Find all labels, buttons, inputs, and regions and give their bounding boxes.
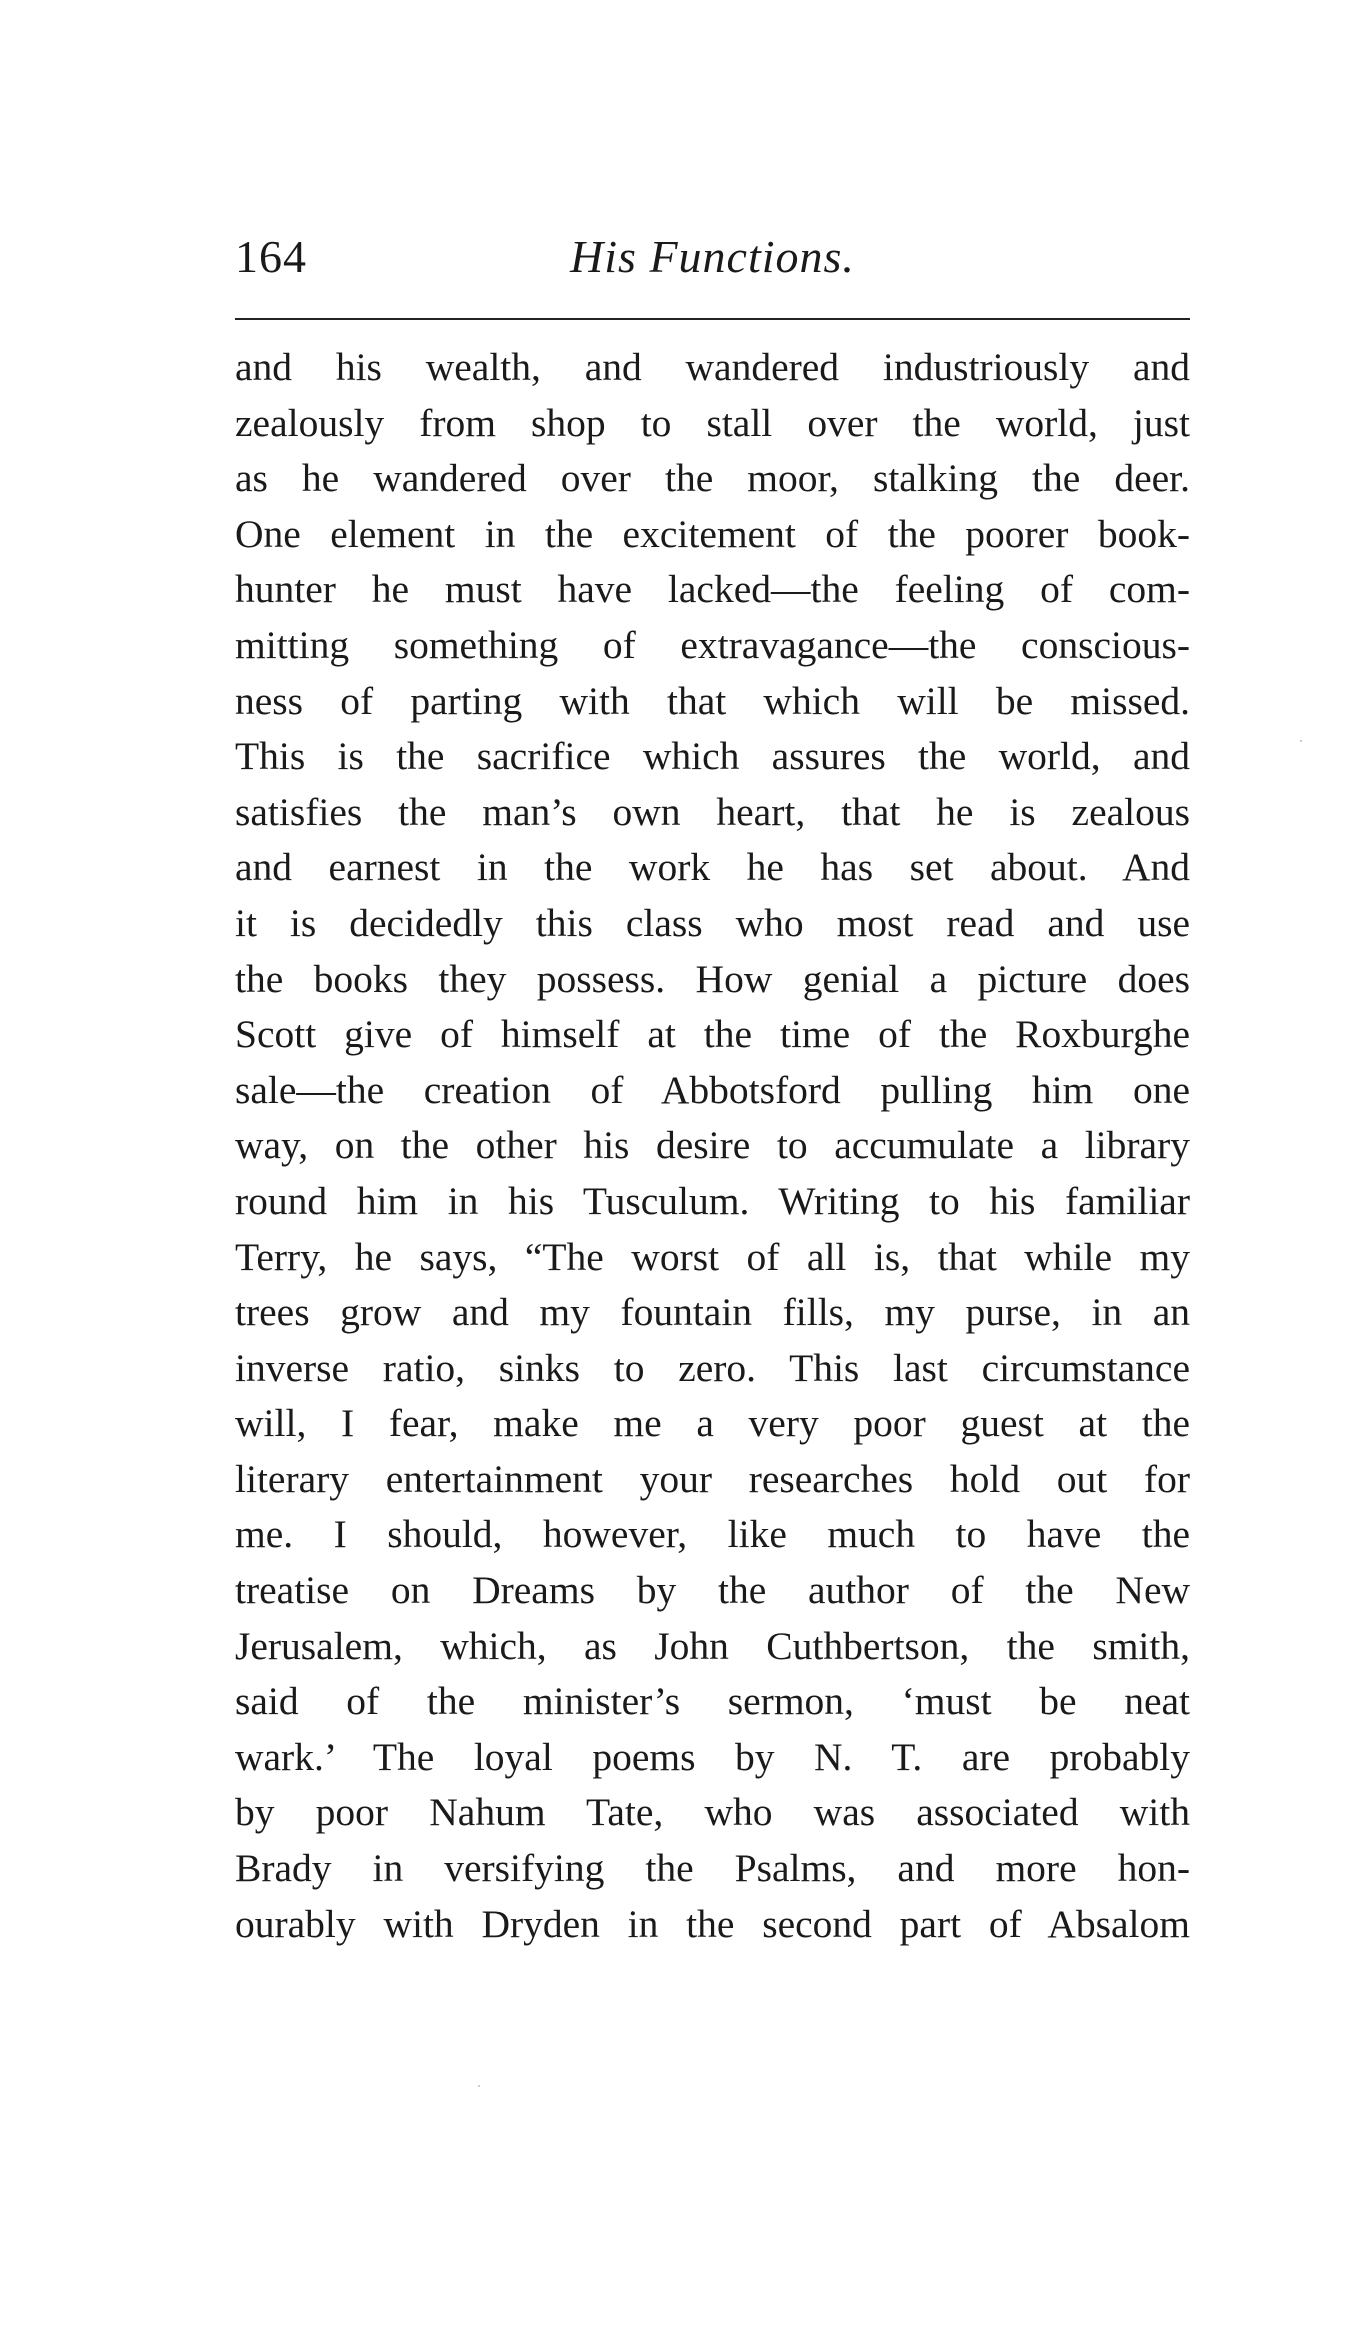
text-line: zealously from shop to stall over the world, just	[235, 400, 1190, 445]
text-line: as he wandered over the moor, stalking the deer.	[235, 456, 1190, 501]
text-line: sale—the creation of Abbotsford pulling him one	[235, 1067, 1190, 1112]
text-line: it is decidedly this class who most read and use	[235, 900, 1190, 945]
text-line: way, on the other his desire to accumulate a library	[235, 1123, 1190, 1168]
text-line: Scott give of himself at the time of the Roxburghe	[235, 1012, 1190, 1057]
running-head	[235, 218, 1190, 296]
text-line: inverse ratio, sinks to zero. This last circumstance	[235, 1345, 1190, 1390]
text-line: Terry, he says, “The worst of all is, that while my	[235, 1234, 1190, 1279]
text-line: and his wealth, and wandered industriously and	[235, 345, 1190, 389]
text-line: by poor Nahum Tate, who was associated with	[235, 1790, 1190, 1835]
text-line: round him in his Tusculum. Writing to his familiar	[235, 1178, 1190, 1223]
paper-speck	[478, 2085, 480, 2087]
body-text	[235, 340, 1190, 1952]
text-line: Brady in versifying the Psalms, and more hon-	[235, 1846, 1190, 1891]
text-line: Jerusalem, which, as John Cuthbertson, the smith,	[235, 1623, 1190, 1668]
header-rule	[235, 318, 1190, 320]
text-line: mitting something of extravagance—the conscious-	[235, 622, 1190, 667]
text-line: ness of parting with that which will be missed.	[235, 678, 1190, 723]
running-title: His Functions.	[570, 231, 855, 282]
text-line: said of the minister’s sermon, ‘must be neat	[235, 1679, 1190, 1724]
text-line: trees grow and my fountain fills, my purse, in an	[235, 1290, 1190, 1335]
page-number: 164	[235, 231, 307, 282]
text-line: treatise on Dreams by the author of the New	[235, 1568, 1190, 1613]
text-line: the books they possess. How genial a picture does	[235, 956, 1190, 1001]
text-line: wark.’ The loyal poems by N. T. are probably	[235, 1734, 1190, 1779]
text-line: ourably with Dryden in the second part of Absalom	[235, 1901, 1190, 1946]
paper-speck	[1300, 740, 1302, 742]
text-line: literary entertainment your researches hold out for	[235, 1456, 1190, 1501]
text-line: This is the sacrifice which assures the world, and	[235, 734, 1190, 779]
text-line: hunter he must have lacked—the feeling of com-	[235, 567, 1190, 612]
book-page	[235, 218, 1190, 1952]
text-line: will, I fear, make me a very poor guest at the	[235, 1401, 1190, 1446]
text-line: and earnest in the work he has set about. And	[235, 845, 1190, 890]
text-line: One element in the excitement of the poorer book-	[235, 511, 1190, 556]
text-line: satisfies the man’s own heart, that he is zealous	[235, 789, 1190, 834]
text-line: me. I should, however, like much to have the	[235, 1512, 1190, 1557]
